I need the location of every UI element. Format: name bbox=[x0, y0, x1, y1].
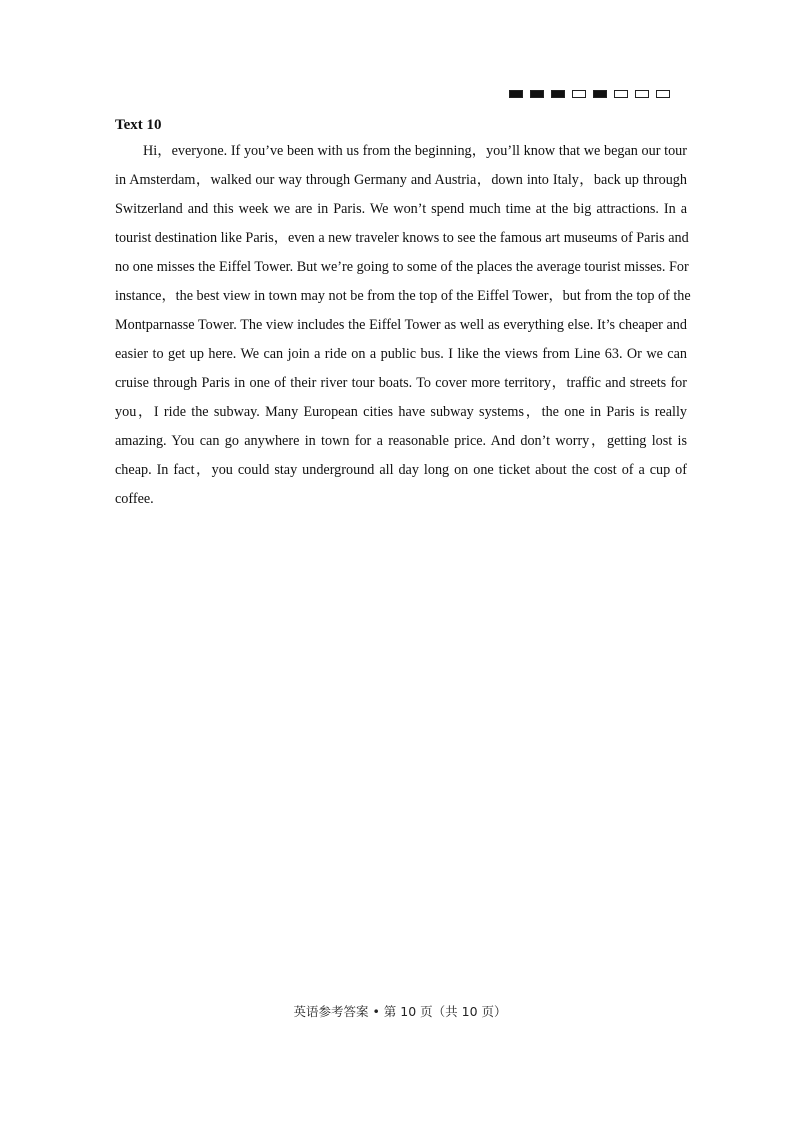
progress-marker bbox=[530, 90, 544, 98]
progress-marker bbox=[656, 90, 670, 98]
progress-marker bbox=[509, 90, 523, 98]
section-title: Text 10 bbox=[115, 117, 162, 133]
passage-line: in Amsterdam，walked our way through Germany and Austria，down into Italy，back up through bbox=[115, 172, 687, 188]
passage-line: coffee. bbox=[115, 491, 154, 507]
passage-line: Hi，everyone. If you’ve been with us from the beginning，you’ll know that we began our tour bbox=[143, 143, 687, 159]
passage-line: cheap. In fact，you could stay underground all day long on one ticket about the cost of a cup of bbox=[115, 462, 687, 478]
passage-line: no one misses the Eiffel Tower. But we’re going to some of the places the average tourist misses. For bbox=[115, 259, 689, 275]
progress-marker bbox=[551, 90, 565, 98]
passage-line: amazing. You can go anywhere in town for a reasonable price. And don’t worry，getting lost is bbox=[115, 433, 687, 449]
passage-line: you，I ride the subway. Many European cities have subway systems，the one in Paris is really bbox=[115, 404, 687, 420]
page-footer: 英语参考答案 • 第 10 页（共 10 页） bbox=[293, 1004, 507, 1019]
passage-line: instance，the best view in town may not be from the top of the Eiffel Tower，but from the top of the bbox=[115, 288, 691, 304]
progress-marker bbox=[593, 90, 607, 98]
section-progress-markers bbox=[509, 90, 670, 98]
progress-marker bbox=[572, 90, 586, 98]
passage-text bbox=[115, 137, 691, 514]
passage-line: tourist destination like Paris，even a new traveler knows to see the famous art museums of Paris and bbox=[115, 230, 689, 246]
passage-line: easier to get up here. We can join a ride on a public bus. I like the views from Line 63. Or we can bbox=[115, 346, 687, 362]
progress-marker bbox=[635, 90, 649, 98]
passage-line: Montparnasse Tower. The view includes the Eiffel Tower as well as everything else. It’s cheaper and bbox=[115, 317, 687, 333]
progress-marker bbox=[614, 90, 628, 98]
passage-line: Switzerland and this week we are in Paris. We won’t spend much time at the big attractions. In a bbox=[115, 201, 687, 217]
passage-line: cruise through Paris in one of their river tour boats. To cover more territory，traffic and streets for bbox=[115, 375, 687, 391]
